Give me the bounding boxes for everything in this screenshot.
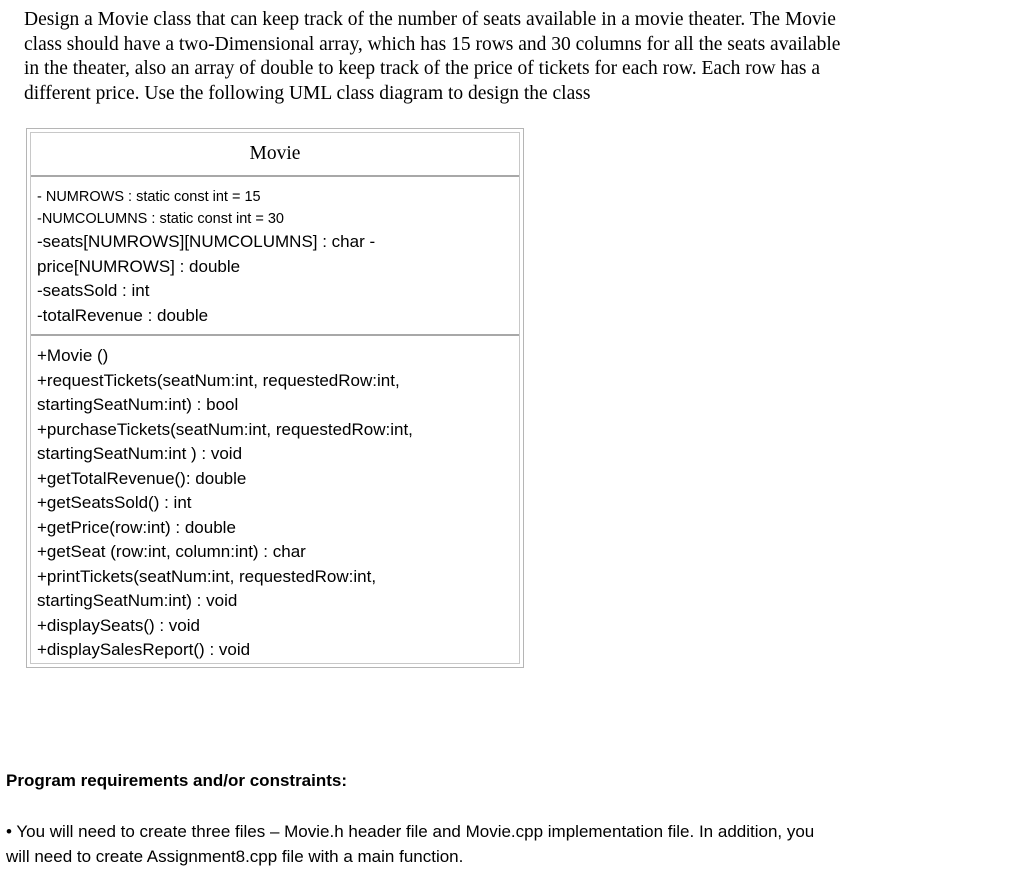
uml-operation: +getPrice(row:int) : double: [37, 517, 236, 537]
uml-operation: +displaySalesReport() : void: [37, 640, 251, 659]
uml-operation: +getTotalRevenue(): double: [37, 468, 247, 488]
uml-operation: +getSeatsSold() : int: [37, 493, 192, 512]
uml-operation: +purchaseTickets(seatNum:int, requestedRow:int,: [37, 419, 413, 439]
uml-class-name: Movie: [31, 133, 519, 177]
uml-attribute: -seats[NUMROWS][NUMCOLUMNS] : char -: [37, 232, 376, 251]
uml-class-diagram: [26, 128, 524, 668]
uml-operation: +requestTickets(seatNum:int, requestedRow:int,: [37, 370, 400, 390]
uml-operation: +Movie (): [37, 346, 109, 365]
uml-attribute: price[NUMROWS] : double: [37, 256, 241, 276]
uml-operation: startingSeatNum:int) : bool: [37, 395, 239, 414]
uml-attribute: - NUMROWS : static const int = 15: [37, 189, 261, 205]
uml-attribute: -seatsSold : int: [37, 281, 150, 300]
intro-paragraph: Design a Movie class that can keep track of the number of seats available in a movie theater. The Movie class should have a two-Dimensional array, which has 15 rows and 30 columns for all the seats available in the theater, also an array of double to keep track of the price of tickets for each row. Each row has a different price. Use the following UML class diagram to design the class: [24, 9, 841, 104]
requirements-heading: Program requirements and/or constraints:: [6, 771, 348, 790]
uml-operation: +displaySeats() : void: [37, 615, 200, 635]
uml-class-box: [30, 132, 520, 664]
uml-operation: +printTickets(seatNum:int, requestedRow:int,: [37, 566, 377, 586]
uml-attribute: -totalRevenue : double: [37, 305, 209, 325]
uml-attribute: -NUMCOLUMNS : static const int = 30: [37, 211, 284, 227]
uml-operations-section: [31, 336, 519, 669]
uml-operation: +getSeat (row:int, column:int) : char: [37, 542, 306, 561]
uml-operation: startingSeatNum:int) : void: [37, 591, 238, 610]
requirements-bullet: • You will need to create three files – Movie.h header file and Movie.cpp implementation file. In addition, you will need to create Assignment8.cpp file with a main function.: [6, 822, 815, 866]
uml-operation: startingSeatNum:int ) : void: [37, 444, 243, 463]
uml-attributes-section: [31, 177, 519, 336]
